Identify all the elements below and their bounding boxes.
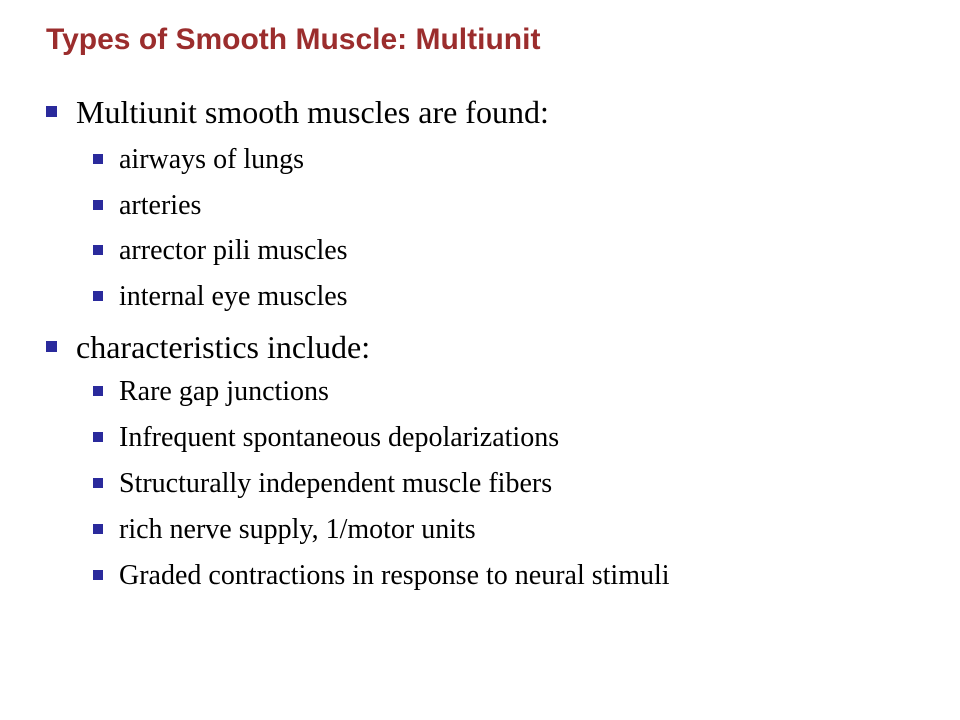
bullet-text: arteries — [119, 190, 202, 221]
square-bullet-icon — [93, 154, 103, 164]
bullet-text: arrector pili muscles — [119, 235, 348, 266]
bullet-item-level2 — [93, 513, 476, 547]
square-bullet-icon — [46, 106, 57, 117]
square-bullet-icon — [93, 245, 103, 255]
bullet-text: airways of lungs — [119, 144, 305, 175]
bullet-text: internal eye muscles — [119, 281, 348, 312]
bullet-text: Graded contractions in response to neural stimuli — [119, 560, 670, 591]
bullet-item-level2 — [93, 421, 559, 455]
square-bullet-icon — [93, 291, 103, 301]
square-bullet-icon — [46, 341, 57, 352]
slide-title: Types of Smooth Muscle: Multiunit — [46, 23, 541, 56]
bullet-item-level2 — [93, 143, 304, 177]
square-bullet-icon — [93, 432, 103, 442]
square-bullet-icon — [93, 386, 103, 396]
bullet-item-level1 — [46, 92, 549, 132]
bullet-item-level2 — [93, 559, 670, 593]
square-bullet-icon — [93, 524, 103, 534]
bullet-item-level2 — [93, 280, 348, 314]
bullet-item-level2 — [93, 234, 348, 268]
bullet-item-level2 — [93, 467, 552, 501]
bullet-item-level2 — [93, 375, 329, 409]
bullet-text: Infrequent spontaneous depolarizations — [119, 422, 560, 453]
bullet-text: rich nerve supply, 1/motor units — [119, 514, 476, 545]
bullet-item-level1 — [46, 327, 370, 367]
square-bullet-icon — [93, 570, 103, 580]
bullet-text: characteristics include: — [76, 329, 371, 365]
square-bullet-icon — [93, 200, 103, 210]
bullet-text: Rare gap junctions — [119, 376, 329, 407]
bullet-item-level2 — [93, 189, 201, 223]
bullet-text: Structurally independent muscle fibers — [119, 468, 553, 499]
bullet-text: Multiunit smooth muscles are found: — [76, 94, 549, 130]
square-bullet-icon — [93, 478, 103, 488]
